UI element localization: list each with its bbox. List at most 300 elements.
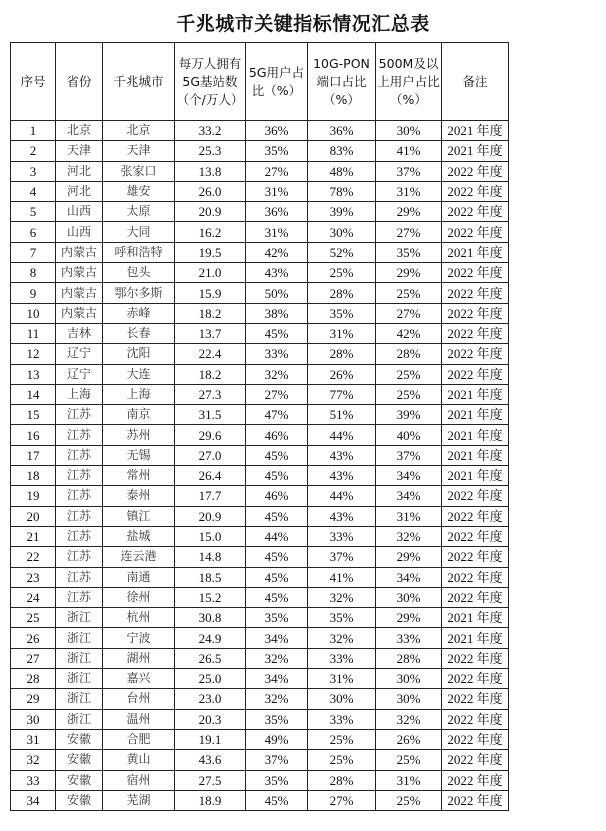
header-10g-pon-share: 10G-PON端口占比（%）: [308, 43, 376, 121]
cell-city: 呼和浩特: [103, 242, 175, 262]
cell-10g-pon-share: 43%: [308, 445, 376, 465]
header-5g-base-stations: 每万人拥有5G基站数（个/万人）: [175, 43, 246, 121]
cell-province: 内蒙古: [56, 303, 103, 323]
table-row: [11, 425, 509, 445]
cell-city: 南京: [103, 405, 175, 425]
cell-500m-user-share: 28%: [376, 344, 442, 364]
cell-10g-pon-share: 83%: [308, 141, 376, 161]
cell-remark: 2022 年度: [442, 486, 509, 506]
table-row: [11, 364, 509, 384]
table-row: [11, 709, 509, 729]
cell-5g-base-stations: 18.9: [175, 790, 246, 810]
cell-index: 22: [11, 547, 56, 567]
cell-city: 无锡: [103, 445, 175, 465]
cell-remark: 2021 年度: [442, 445, 509, 465]
cell-index: 14: [11, 384, 56, 404]
cell-5g-user-share: 32%: [246, 689, 308, 709]
cell-city: 北京: [103, 121, 175, 141]
cell-remark: 2022 年度: [442, 587, 509, 607]
cell-province: 安徽: [56, 729, 103, 749]
table-row: [11, 648, 509, 668]
table-row: [11, 587, 509, 607]
cell-500m-user-share: 37%: [376, 445, 442, 465]
cell-5g-user-share: 43%: [246, 263, 308, 283]
cell-remark: 2022 年度: [442, 364, 509, 384]
cell-500m-user-share: 28%: [376, 648, 442, 668]
cell-remark: 2022 年度: [442, 729, 509, 749]
cell-500m-user-share: 30%: [376, 689, 442, 709]
cell-10g-pon-share: 33%: [308, 526, 376, 546]
cell-5g-base-stations: 13.8: [175, 161, 246, 181]
cell-5g-base-stations: 16.2: [175, 222, 246, 242]
cell-5g-base-stations: 26.0: [175, 181, 246, 201]
table-row: [11, 405, 509, 425]
cell-5g-user-share: 46%: [246, 425, 308, 445]
cell-5g-base-stations: 19.1: [175, 729, 246, 749]
cell-index: 34: [11, 790, 56, 810]
cell-index: 7: [11, 242, 56, 262]
cell-remark: 2022 年度: [442, 323, 509, 343]
table-row: [11, 750, 509, 770]
cell-city: 黄山: [103, 750, 175, 770]
table-row: [11, 344, 509, 364]
cell-500m-user-share: 34%: [376, 567, 442, 587]
cell-5g-user-share: 31%: [246, 181, 308, 201]
cell-province: 北京: [56, 121, 103, 141]
header-city: 千兆城市: [103, 43, 175, 121]
table-row: [11, 141, 509, 161]
table-row: [11, 445, 509, 465]
cell-city: 沈阳: [103, 344, 175, 364]
table-row: [11, 729, 509, 749]
cell-province: 安徽: [56, 750, 103, 770]
cell-5g-user-share: 49%: [246, 729, 308, 749]
cell-5g-user-share: 45%: [246, 587, 308, 607]
cell-10g-pon-share: 28%: [308, 283, 376, 303]
cell-city: 杭州: [103, 608, 175, 628]
cell-remark: 2021 年度: [442, 384, 509, 404]
cell-5g-user-share: 45%: [246, 567, 308, 587]
cell-province: 江苏: [56, 547, 103, 567]
cell-city: 太原: [103, 202, 175, 222]
header-5g-user-share: 5G用户占比（%）: [246, 43, 308, 121]
cell-city: 连云港: [103, 547, 175, 567]
table-row: [11, 303, 509, 323]
cell-500m-user-share: 25%: [376, 364, 442, 384]
cell-5g-user-share: 36%: [246, 121, 308, 141]
cell-province: 江苏: [56, 445, 103, 465]
cell-province: 天津: [56, 141, 103, 161]
cell-city: 温州: [103, 709, 175, 729]
cell-10g-pon-share: 32%: [308, 587, 376, 607]
cell-10g-pon-share: 28%: [308, 344, 376, 364]
cell-5g-base-stations: 26.4: [175, 466, 246, 486]
cell-index: 4: [11, 181, 56, 201]
cell-province: 江苏: [56, 567, 103, 587]
cell-city: 常州: [103, 466, 175, 486]
cell-5g-base-stations: 15.2: [175, 587, 246, 607]
cell-500m-user-share: 25%: [376, 384, 442, 404]
cell-5g-user-share: 47%: [246, 405, 308, 425]
cell-remark: 2022 年度: [442, 222, 509, 242]
cell-5g-base-stations: 18.5: [175, 567, 246, 587]
cell-index: 12: [11, 344, 56, 364]
table-row: [11, 384, 509, 404]
cell-500m-user-share: 25%: [376, 790, 442, 810]
cell-500m-user-share: 34%: [376, 466, 442, 486]
cell-province: 辽宁: [56, 344, 103, 364]
cell-500m-user-share: 30%: [376, 587, 442, 607]
cell-province: 江苏: [56, 587, 103, 607]
cell-5g-base-stations: 26.5: [175, 648, 246, 668]
city-indicator-table: [10, 42, 509, 811]
cell-index: 17: [11, 445, 56, 465]
cell-province: 辽宁: [56, 364, 103, 384]
cell-index: 2: [11, 141, 56, 161]
cell-5g-base-stations: 23.0: [175, 689, 246, 709]
cell-500m-user-share: 31%: [376, 506, 442, 526]
cell-10g-pon-share: 30%: [308, 689, 376, 709]
cell-province: 江苏: [56, 526, 103, 546]
cell-province: 浙江: [56, 608, 103, 628]
cell-5g-base-stations: 15.9: [175, 283, 246, 303]
cell-5g-user-share: 45%: [246, 445, 308, 465]
cell-remark: 2021 年度: [442, 425, 509, 445]
cell-remark: 2021 年度: [442, 141, 509, 161]
cell-remark: 2022 年度: [442, 181, 509, 201]
cell-10g-pon-share: 41%: [308, 567, 376, 587]
cell-remark: 2022 年度: [442, 506, 509, 526]
cell-province: 浙江: [56, 648, 103, 668]
cell-5g-base-stations: 25.3: [175, 141, 246, 161]
cell-remark: 2022 年度: [442, 303, 509, 323]
cell-5g-user-share: 50%: [246, 283, 308, 303]
table-row: [11, 770, 509, 790]
cell-city: 张家口: [103, 161, 175, 181]
cell-remark: 2022 年度: [442, 283, 509, 303]
cell-500m-user-share: 42%: [376, 323, 442, 343]
cell-city: 合肥: [103, 729, 175, 749]
cell-province: 江苏: [56, 506, 103, 526]
cell-province: 内蒙古: [56, 283, 103, 303]
cell-500m-user-share: 33%: [376, 628, 442, 648]
cell-remark: 2022 年度: [442, 709, 509, 729]
cell-10g-pon-share: 48%: [308, 161, 376, 181]
table-row: [11, 608, 509, 628]
cell-10g-pon-share: 52%: [308, 242, 376, 262]
cell-5g-user-share: 35%: [246, 709, 308, 729]
cell-index: 3: [11, 161, 56, 181]
cell-500m-user-share: 32%: [376, 709, 442, 729]
cell-500m-user-share: 30%: [376, 669, 442, 689]
cell-10g-pon-share: 30%: [308, 222, 376, 242]
cell-5g-base-stations: 33.2: [175, 121, 246, 141]
cell-remark: 2022 年度: [442, 202, 509, 222]
cell-province: 江苏: [56, 405, 103, 425]
cell-city: 天津: [103, 141, 175, 161]
cell-5g-user-share: 31%: [246, 222, 308, 242]
cell-remark: 2022 年度: [442, 790, 509, 810]
cell-province: 内蒙古: [56, 242, 103, 262]
cell-city: 泰州: [103, 486, 175, 506]
cell-10g-pon-share: 25%: [308, 750, 376, 770]
cell-index: 33: [11, 770, 56, 790]
cell-500m-user-share: 35%: [376, 242, 442, 262]
cell-5g-base-stations: 20.3: [175, 709, 246, 729]
cell-5g-base-stations: 15.0: [175, 526, 246, 546]
cell-city: 长春: [103, 323, 175, 343]
cell-5g-base-stations: 20.9: [175, 202, 246, 222]
cell-remark: 2022 年度: [442, 161, 509, 181]
cell-province: 山西: [56, 202, 103, 222]
cell-city: 大同: [103, 222, 175, 242]
table-row: [11, 526, 509, 546]
cell-city: 湖州: [103, 648, 175, 668]
cell-city: 嘉兴: [103, 669, 175, 689]
cell-5g-base-stations: 20.9: [175, 506, 246, 526]
cell-remark: 2021 年度: [442, 121, 509, 141]
cell-index: 15: [11, 405, 56, 425]
cell-5g-base-stations: 21.0: [175, 263, 246, 283]
cell-5g-base-stations: 24.9: [175, 628, 246, 648]
cell-10g-pon-share: 27%: [308, 790, 376, 810]
cell-city: 鄂尔多斯: [103, 283, 175, 303]
cell-city: 包头: [103, 263, 175, 283]
cell-10g-pon-share: 35%: [308, 303, 376, 323]
cell-5g-user-share: 35%: [246, 608, 308, 628]
document-title: 千兆城市关键指标情况汇总表: [176, 13, 430, 35]
cell-city: 大连: [103, 364, 175, 384]
cell-5g-user-share: 27%: [246, 384, 308, 404]
cell-10g-pon-share: 44%: [308, 486, 376, 506]
cell-5g-base-stations: 31.5: [175, 405, 246, 425]
cell-city: 台州: [103, 689, 175, 709]
cell-10g-pon-share: 28%: [308, 770, 376, 790]
cell-index: 32: [11, 750, 56, 770]
cell-province: 江苏: [56, 486, 103, 506]
cell-500m-user-share: 29%: [376, 547, 442, 567]
cell-5g-base-stations: 30.8: [175, 608, 246, 628]
cell-index: 19: [11, 486, 56, 506]
cell-10g-pon-share: 36%: [308, 121, 376, 141]
cell-5g-base-stations: 14.8: [175, 547, 246, 567]
cell-province: 上海: [56, 384, 103, 404]
cell-remark: 2022 年度: [442, 526, 509, 546]
table-row: [11, 790, 509, 810]
cell-10g-pon-share: 26%: [308, 364, 376, 384]
cell-province: 安徽: [56, 770, 103, 790]
cell-500m-user-share: 40%: [376, 425, 442, 445]
cell-index: 1: [11, 121, 56, 141]
cell-5g-base-stations: 19.5: [175, 242, 246, 262]
cell-province: 山西: [56, 222, 103, 242]
cell-500m-user-share: 31%: [376, 181, 442, 201]
cell-5g-base-stations: 18.2: [175, 303, 246, 323]
cell-10g-pon-share: 33%: [308, 709, 376, 729]
table-row: [11, 161, 509, 181]
cell-index: 26: [11, 628, 56, 648]
cell-5g-base-stations: 27.3: [175, 384, 246, 404]
cell-province: 安徽: [56, 790, 103, 810]
cell-5g-user-share: 35%: [246, 141, 308, 161]
cell-5g-user-share: 37%: [246, 750, 308, 770]
table-row: [11, 547, 509, 567]
cell-index: 29: [11, 689, 56, 709]
cell-500m-user-share: 29%: [376, 202, 442, 222]
header-remark: 备注: [442, 43, 509, 121]
cell-province: 江苏: [56, 466, 103, 486]
table-row: [11, 506, 509, 526]
cell-5g-base-stations: 17.7: [175, 486, 246, 506]
cell-500m-user-share: 25%: [376, 750, 442, 770]
cell-10g-pon-share: 25%: [308, 263, 376, 283]
cell-10g-pon-share: 51%: [308, 405, 376, 425]
cell-index: 27: [11, 648, 56, 668]
cell-province: 江苏: [56, 425, 103, 445]
cell-remark: 2022 年度: [442, 263, 509, 283]
cell-10g-pon-share: 78%: [308, 181, 376, 201]
cell-city: 宿州: [103, 770, 175, 790]
cell-index: 24: [11, 587, 56, 607]
cell-500m-user-share: 26%: [376, 729, 442, 749]
cell-500m-user-share: 34%: [376, 486, 442, 506]
cell-index: 18: [11, 466, 56, 486]
cell-5g-base-stations: 43.6: [175, 750, 246, 770]
cell-index: 10: [11, 303, 56, 323]
cell-500m-user-share: 29%: [376, 263, 442, 283]
cell-500m-user-share: 37%: [376, 161, 442, 181]
cell-10g-pon-share: 39%: [308, 202, 376, 222]
table-row: [11, 323, 509, 343]
cell-10g-pon-share: 32%: [308, 628, 376, 648]
cell-5g-user-share: 27%: [246, 161, 308, 181]
cell-remark: 2022 年度: [442, 669, 509, 689]
cell-province: 内蒙古: [56, 263, 103, 283]
cell-10g-pon-share: 43%: [308, 466, 376, 486]
cell-city: 上海: [103, 384, 175, 404]
cell-index: 16: [11, 425, 56, 445]
cell-province: 河北: [56, 161, 103, 181]
cell-5g-base-stations: 27.5: [175, 770, 246, 790]
cell-city: 宁波: [103, 628, 175, 648]
cell-10g-pon-share: 31%: [308, 669, 376, 689]
cell-remark: 2021 年度: [442, 405, 509, 425]
cell-5g-user-share: 45%: [246, 506, 308, 526]
cell-index: 13: [11, 364, 56, 384]
cell-5g-user-share: 46%: [246, 486, 308, 506]
cell-5g-user-share: 34%: [246, 669, 308, 689]
cell-remark: 2021 年度: [442, 628, 509, 648]
table-row: [11, 263, 509, 283]
cell-remark: 2022 年度: [442, 648, 509, 668]
cell-index: 25: [11, 608, 56, 628]
cell-index: 28: [11, 669, 56, 689]
table-row: [11, 567, 509, 587]
cell-5g-base-stations: 22.4: [175, 344, 246, 364]
cell-500m-user-share: 30%: [376, 121, 442, 141]
cell-5g-base-stations: 29.6: [175, 425, 246, 445]
cell-index: 20: [11, 506, 56, 526]
cell-province: 浙江: [56, 669, 103, 689]
cell-500m-user-share: 41%: [376, 141, 442, 161]
cell-10g-pon-share: 33%: [308, 648, 376, 668]
cell-500m-user-share: 39%: [376, 405, 442, 425]
cell-5g-user-share: 45%: [246, 547, 308, 567]
cell-10g-pon-share: 25%: [308, 729, 376, 749]
cell-remark: 2021 年度: [442, 242, 509, 262]
cell-5g-base-stations: 13.7: [175, 323, 246, 343]
cell-5g-user-share: 32%: [246, 648, 308, 668]
cell-province: 河北: [56, 181, 103, 201]
header-province: 省份: [56, 43, 103, 121]
cell-province: 浙江: [56, 689, 103, 709]
cell-remark: 2021 年度: [442, 466, 509, 486]
cell-city: 镇江: [103, 506, 175, 526]
cell-500m-user-share: 31%: [376, 770, 442, 790]
cell-5g-base-stations: 27.0: [175, 445, 246, 465]
cell-10g-pon-share: 35%: [308, 608, 376, 628]
table-body: [11, 121, 509, 811]
table-row: [11, 202, 509, 222]
table-row: [11, 466, 509, 486]
table-row: [11, 689, 509, 709]
cell-500m-user-share: 32%: [376, 526, 442, 546]
cell-city: 徐州: [103, 587, 175, 607]
cell-500m-user-share: 27%: [376, 303, 442, 323]
cell-index: 8: [11, 263, 56, 283]
cell-500m-user-share: 29%: [376, 608, 442, 628]
table-row: [11, 121, 509, 141]
cell-index: 23: [11, 567, 56, 587]
cell-index: 9: [11, 283, 56, 303]
cell-5g-base-stations: 18.2: [175, 364, 246, 384]
cell-5g-user-share: 45%: [246, 323, 308, 343]
cell-5g-user-share: 38%: [246, 303, 308, 323]
cell-5g-user-share: 45%: [246, 790, 308, 810]
cell-5g-user-share: 45%: [246, 466, 308, 486]
cell-5g-user-share: 32%: [246, 364, 308, 384]
cell-5g-user-share: 36%: [246, 202, 308, 222]
cell-5g-user-share: 35%: [246, 770, 308, 790]
cell-index: 6: [11, 222, 56, 242]
table-row: [11, 222, 509, 242]
cell-city: 雄安: [103, 181, 175, 201]
table-row: [11, 181, 509, 201]
header-index: 序号: [11, 43, 56, 121]
table-row: [11, 242, 509, 262]
cell-500m-user-share: 27%: [376, 222, 442, 242]
cell-remark: 2022 年度: [442, 567, 509, 587]
cell-province: 浙江: [56, 709, 103, 729]
cell-index: 11: [11, 323, 56, 343]
cell-index: 30: [11, 709, 56, 729]
cell-province: 浙江: [56, 628, 103, 648]
cell-5g-user-share: 33%: [246, 344, 308, 364]
cell-remark: 2022 年度: [442, 344, 509, 364]
cell-city: 赤峰: [103, 303, 175, 323]
table-row: [11, 283, 509, 303]
cell-remark: 2022 年度: [442, 547, 509, 567]
cell-city: 苏州: [103, 425, 175, 445]
table-row: [11, 486, 509, 506]
cell-5g-user-share: 44%: [246, 526, 308, 546]
cell-10g-pon-share: 44%: [308, 425, 376, 445]
cell-10g-pon-share: 37%: [308, 547, 376, 567]
cell-5g-user-share: 34%: [246, 628, 308, 648]
cell-10g-pon-share: 31%: [308, 323, 376, 343]
cell-remark: 2022 年度: [442, 689, 509, 709]
table-row: [11, 669, 509, 689]
